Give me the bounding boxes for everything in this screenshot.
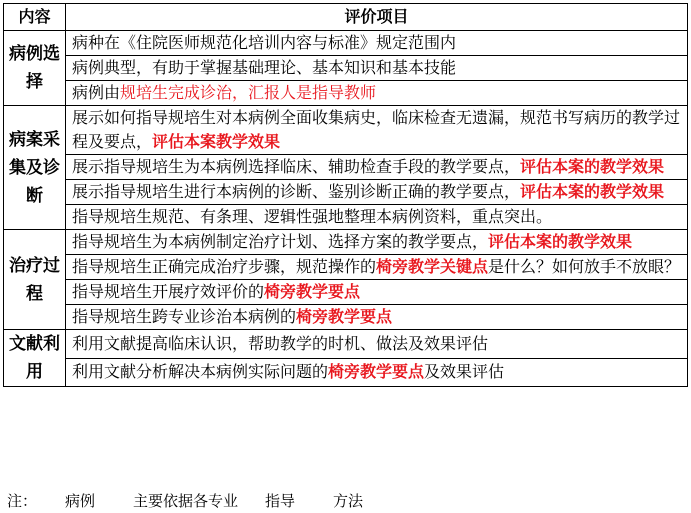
table-row (4, 280, 688, 305)
footnote-fragment: 病例 (65, 493, 96, 510)
highlight-text: 椅旁教学要点 (296, 307, 393, 326)
category-case-collection-diagnosis: 病案采集及诊断 (4, 106, 66, 230)
category-literature-use: 文献利用 (4, 330, 66, 387)
table-row (4, 106, 688, 155)
header-evaluation-items: 评价项目 (66, 4, 688, 31)
evaluation-table (3, 3, 688, 387)
table-row (4, 56, 688, 81)
list-item: 展示指导规培生进行本病例的诊断、鉴别诊断正确的教学要点，评估本案的教学效果 (66, 180, 688, 205)
table-row (4, 205, 688, 230)
table-row (4, 230, 688, 255)
category-treatment-process: 治疗过程 (4, 230, 66, 330)
header-content: 内容 (4, 4, 66, 31)
table-row (4, 330, 688, 359)
highlight-text: 椅旁教学关键点 (376, 257, 489, 276)
list-item: 利用文献提高临床认识，帮助教学的时机、做法及效果评估 (66, 330, 688, 359)
footnote-fragment: 注： (7, 493, 38, 510)
highlight-text: 评估本案的教学效果 (520, 182, 665, 201)
highlight-text: 评估本案教学效果 (152, 132, 281, 151)
table-row (4, 81, 688, 106)
list-item: 展示指导规培生为本病例选择临床、辅助检查手段的教学要点，评估本案的教学效果 (66, 155, 688, 180)
highlight-text: 椅旁教学要点 (264, 282, 361, 301)
list-item: 指导规培生为本病例制定治疗计划、选择方案的教学要点，评估本案的教学效果 (66, 230, 688, 255)
highlight-text: 规培生完成诊治，汇报人是指导教师 (120, 83, 377, 102)
header-row (4, 4, 688, 31)
table-row (4, 31, 688, 56)
list-item: 指导规培生跨专业诊治本病例的椅旁教学要点 (66, 305, 688, 330)
highlight-text: 椅旁教学要点 (328, 362, 425, 382)
footnote-fragment: 指导 (265, 493, 296, 510)
list-item: 指导规培生规范、有条理、逻辑性强地整理本病例资料，重点突出。 (66, 205, 688, 230)
table-row (4, 305, 688, 330)
list-item: 指导规培生开展疗效评价的椅旁教学要点 (66, 280, 688, 305)
list-item: 利用文献分析解决本病例实际问题的椅旁教学要点及效果评估 (66, 358, 688, 387)
list-item: 展示如何指导规培生对本病例全面收集病史，临床检查无遗漏，规范书写病历的教学过程及要点，评估本案教学效果 (66, 106, 688, 155)
highlight-text: 评估本案的教学效果 (520, 157, 665, 176)
list-item: 病例典型，有助于掌握基础理论、基本知识和基本技能 (66, 56, 688, 81)
cutoff-footnote-line (3, 493, 691, 513)
footnote-fragment: 方法 (333, 493, 364, 510)
list-item: 病例由规培生完成诊治，汇报人是指导教师 (66, 81, 688, 106)
category-case-selection: 病例选择 (4, 31, 66, 106)
footnote-fragment: 主要依据各专业 (133, 493, 239, 510)
list-item: 指导规培生正确完成治疗步骤，规范操作的椅旁教学关键点是什么？如何放手不放眼？ (66, 255, 688, 280)
table-row (4, 155, 688, 180)
table-row (4, 255, 688, 280)
table-row (4, 358, 688, 387)
list-item: 病种在《住院医师规范化培训内容与标准》规定范围内 (66, 31, 688, 56)
table-row (4, 180, 688, 205)
highlight-text: 评估本案的教学效果 (488, 232, 633, 251)
